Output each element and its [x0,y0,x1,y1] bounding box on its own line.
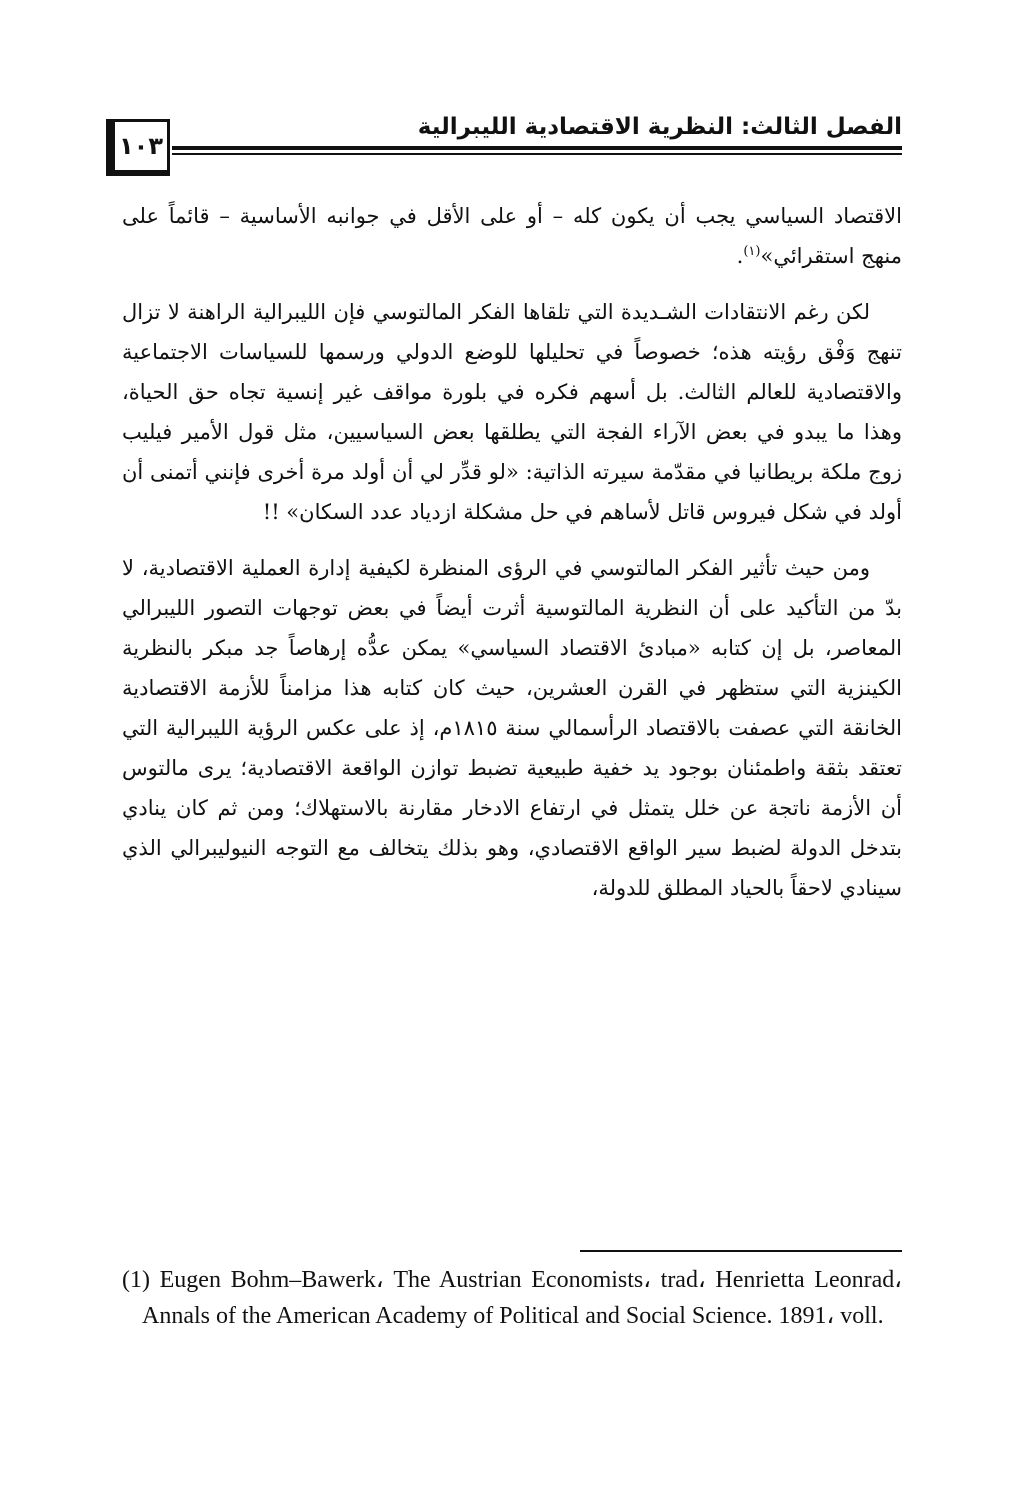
footnote-separator [580,1250,902,1252]
footnote-number: (1) [122,1267,150,1293]
paragraph-3: ومن حيث تأثير الفكر المالتوسي في الرؤى المنظرة لكيفية إدارة العملية الاقتصادية، لا بدّ من التأكيد على أن النظرية المالتوسية أثرت أيضاً في بعض توجهات التصور الليبرالي المعاصر، بل إن كتابه «مبادئ الاقتصاد السياسي» يمكن عدُّه إرهاصاً جد مبكر بالنظرية الكينزية التي ستظهر في القرن العشرين، حيث كان كتابه هذا مزامناً للأزمة الاقتصادية الخانقة التي عصفت بالاقتصاد الرأسمالي سنة ١٨١٥م، إذ على عكس الرؤية الليبرالية التي تعتقد بثقة واطمئنان بوجود يد خفية طبيعية تضبط توازن الواقعة الاقتصادية؛ يرى مالتوس أن الأزمة ناتجة عن خلل يتمثل في ارتفاع الادخار مقارنة بالاستهلاك؛ ومن ثم كان ينادي بتدخل الدولة لضبط سير الواقع الاقتصادي، وهو بذلك يتخالف مع التوجه النيوليبرالي الذي سينادي لاحقاً بالحياد المطلق للدولة، [122,556,902,900]
footnote-reference[interactable]: (١) [743,244,761,259]
body-text [122,196,902,908]
footnote [122,1262,902,1334]
paragraph-1-text: الاقتصاد السياسي يجب أن يكون كله – أو على الأقل في جوانبه الأساسية – قائماً على منهج استقرائي» [122,204,902,268]
footnote-text: Eugen Bohm–Bawerk، The Austrian Economists، trad، Henrietta Leonrad، Annals of the American Academy of Political and Social Science. 1891، voll. [142,1267,902,1329]
paragraph-1 [122,196,902,276]
page-number: ١٠٣ [106,119,170,176]
paragraph-1-end: . [736,244,744,268]
header-rule-thin [172,153,902,155]
chapter-header-title: الفصل الثالث: النظرية الاقتصادية الليبرالية [417,114,902,140]
paragraph-2: لكن رغم الانتقادات الشـديدة التي تلقاها الفكر المالتوسي فإن الليبرالية الراهنة لا تزال تنهج وَفْق رؤيته هذه؛ خصوصاً في تحليلها للوضع الدولي ورسمها للسياسات الاجتماعية والاقتصادية للعالم الثالث. بل أسهم فكره في بلورة مواقف غير إنسية تجاه حق الحياة، وهذا ما يبدو في بعض الآراء الفجة التي يطلقها بعض السياسيين، مثل قول الأمير فيليب زوج ملكة بريطانيا في مقدّمة سيرته الذاتية: «لو قدِّر لي أن أولد مرة أخرى فإنني أتمنى أن أولد في شكل فيروس قاتل لأساهم في حل مشكلة ازدياد عدد السكان» !! [122,300,903,524]
header-rule-thick [172,146,902,150]
